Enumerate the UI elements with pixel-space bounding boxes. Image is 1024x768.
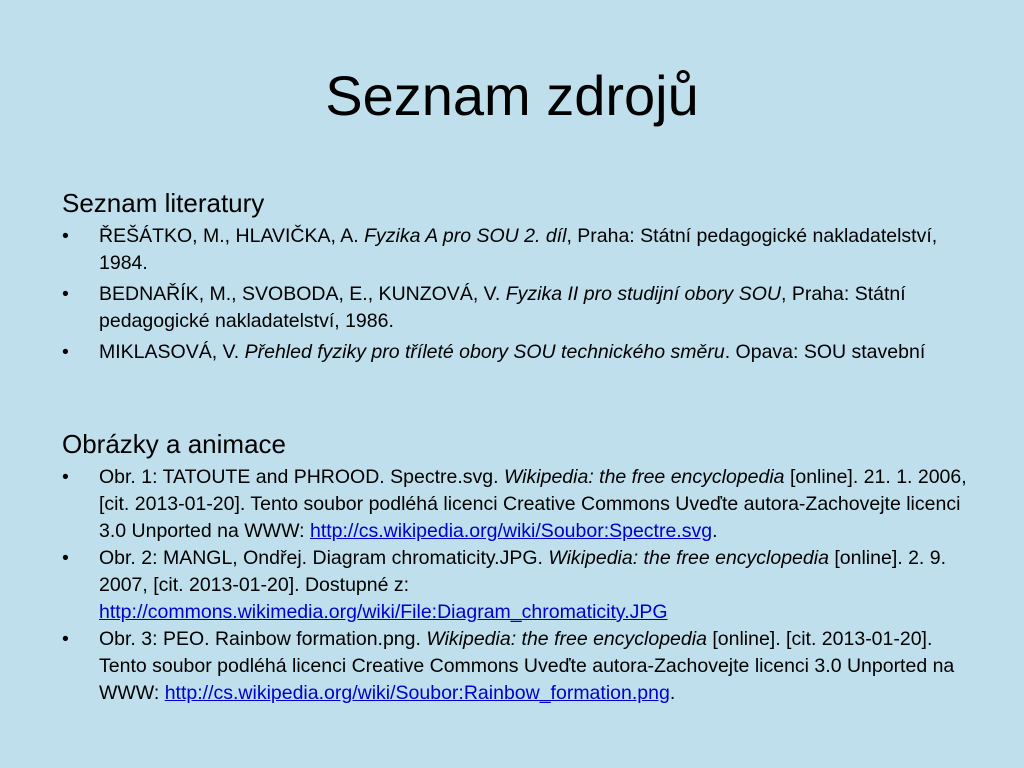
image-source-item xyxy=(62,626,982,707)
literature-item xyxy=(62,339,982,366)
ref-authors: MIKLASOVÁ, V. xyxy=(99,341,245,363)
ref-prefix: Obr. 3: PEO. Rainbow formation.png. xyxy=(99,628,427,650)
images-heading: Obrázky a animace xyxy=(62,429,286,459)
slide-title: Seznam zdrojů xyxy=(325,64,699,127)
ref-details: [online]. 21. 1. 2006, [cit. 2013-01-20]. Tento soubor podléhá licenci Creative Commons Uveďte autora-Zachovejte licenci 3.0 Unported na WWW: xyxy=(99,466,967,542)
ref-details: [online]. 2. 9. 2007, [cit. 2013-01-20]. Dostupné z: xyxy=(99,547,947,596)
bullet: • xyxy=(62,341,69,363)
images-list xyxy=(62,464,982,707)
ref-authors: BEDNAŘÍK, M., SVOBODA, E., KUNZOVÁ, V. xyxy=(99,283,506,305)
literature-item xyxy=(62,281,982,335)
ref-publisher: , Praha: Státní pedagogické nakladatelství, 1984. xyxy=(99,225,938,274)
bullet: • xyxy=(62,225,69,247)
ref-title: Wikipedia: the free encyclopedia xyxy=(503,466,785,488)
ref-details: [online]. [cit. 2013-01-20]. Tento soubor podléhá licenci Creative Commons Uveďte autora-Zachovejte licenci 3.0 Unported na WWW: xyxy=(99,628,955,704)
source-link[interactable]: http://cs.wikipedia.org/wiki/Soubor:Rainbow_formation.png xyxy=(164,682,670,704)
source-link[interactable]: http://cs.wikipedia.org/wiki/Soubor:Spectre.svg xyxy=(309,520,713,542)
source-link[interactable]: http://commons.wikimedia.org/wiki/File:Diagram_chromaticity.JPG xyxy=(99,601,668,623)
ref-end: . xyxy=(669,682,676,704)
bullet: • xyxy=(62,466,69,488)
literature-list xyxy=(62,223,982,366)
ref-title: Fyzika A pro SOU 2. díl xyxy=(364,225,567,247)
ref-authors: ŘEŠÁTKO, M., HLAVIČKA, A. xyxy=(99,225,365,247)
literature-item xyxy=(62,223,982,277)
ref-prefix: Obr. 1: TATOUTE and PHROOD. Spectre.svg. xyxy=(99,466,504,488)
bullet: • xyxy=(62,283,69,305)
bullet: • xyxy=(62,628,69,650)
ref-prefix: Obr. 2: MANGL, Ondřej. Diagram chromaticity.JPG. xyxy=(99,547,549,569)
bullet: • xyxy=(62,547,69,569)
ref-publisher: . Opava: SOU stavební xyxy=(724,341,926,363)
ref-title: Wikipedia: the free encyclopedia xyxy=(426,628,707,650)
ref-end: . xyxy=(712,520,718,542)
image-source-item xyxy=(62,464,982,545)
image-source-item xyxy=(62,545,982,626)
ref-title: Přehled fyziky pro tříleté obory SOU technického směru xyxy=(244,341,725,363)
images-section xyxy=(62,428,982,707)
literature-section xyxy=(62,187,982,370)
ref-title: Wikipedia: the free encyclopedia xyxy=(548,547,829,569)
literature-heading: Seznam literatury xyxy=(62,188,265,218)
ref-title: Fyzika II pro studijní obory SOU xyxy=(505,283,781,305)
ref-publisher: , Praha: Státní pedagogické nakladatelství, 1986. xyxy=(99,283,906,332)
